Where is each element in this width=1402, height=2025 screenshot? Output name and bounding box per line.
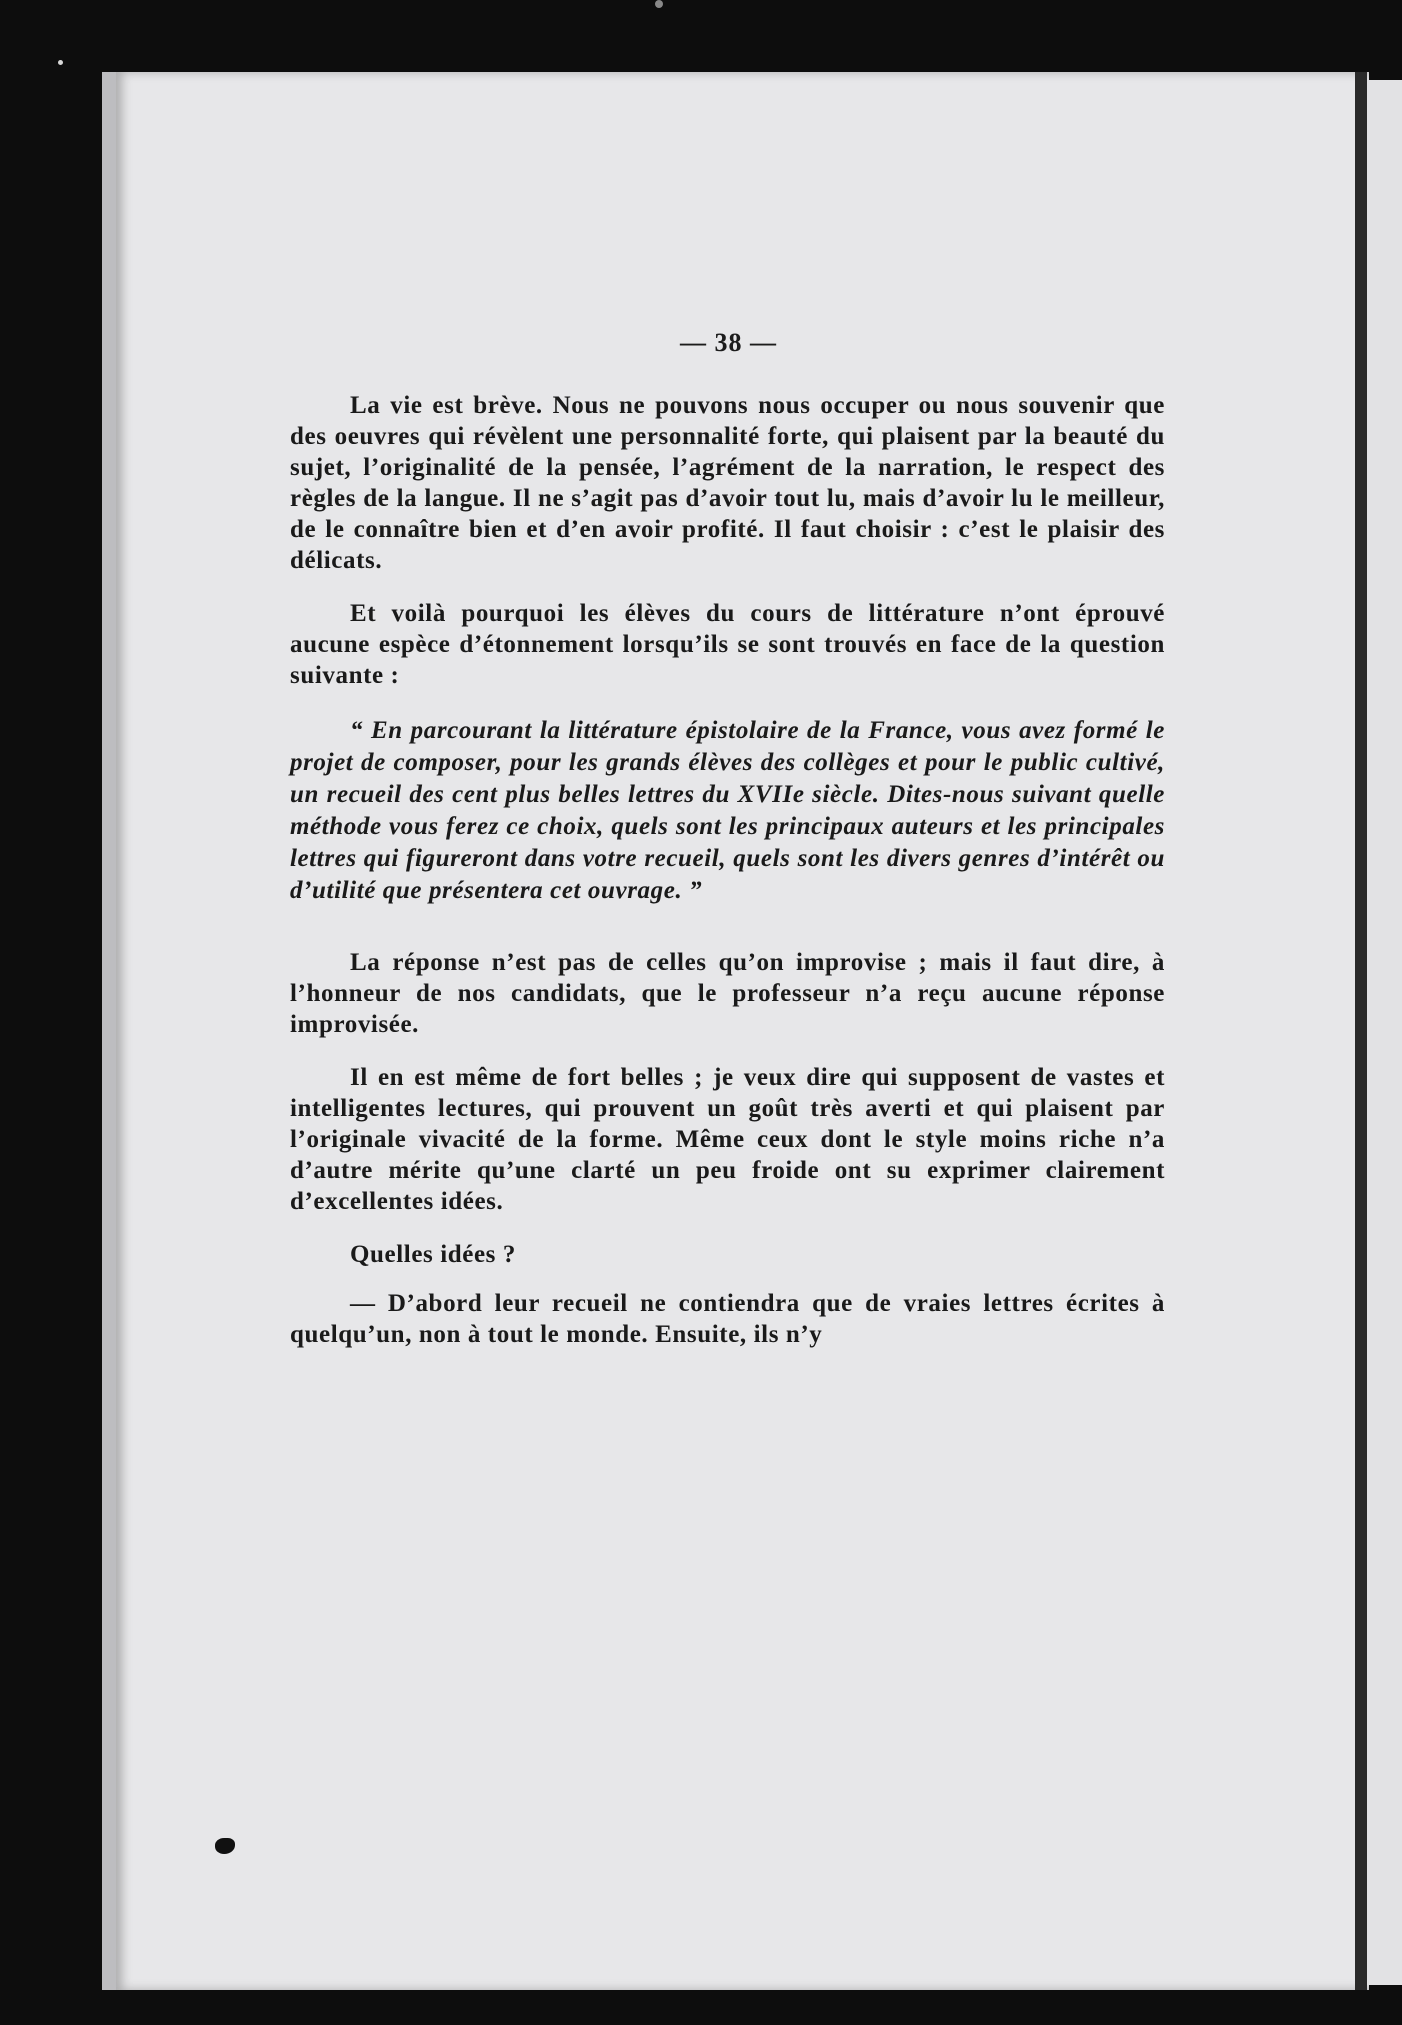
body-text <box>290 390 1165 1372</box>
facing-page-edge <box>1367 80 1402 1985</box>
paragraph: La réponse n’est pas de celles qu’on improvise ; mais il faut dire, à l’honneur de nos candidats, que le professeur n’a reçu aucune réponse improvisée. <box>290 949 1165 1038</box>
scan-speck <box>58 60 63 65</box>
paragraph: — D’abord leur recueil ne contiendra que de vraies lettres écrites à quelqu’un, non à tout le monde. Ensuite, ils n’y <box>290 1290 1165 1348</box>
paragraph: La vie est brève. Nous ne pouvons nous occuper ou nous souvenir que des oeuvres qui révèlent une personnalité forte, qui plaisent par la beauté du sujet, l’originalité de la pensée, l’agrément de la narration, le respect des règles de la langue. Il ne s’agit pas d’avoir tout lu, mais d’avoir lu le meilleur, de le connaître bien et d’en avoir profité. Il faut choisir : c’est le plaisir des délicats. <box>290 392 1165 574</box>
quoted-question: “ En parcourant la littérature épistolaire de la France, vous avez formé le projet de composer, pour les grands élèves des collèges et pour le public cultivé, un recueil des cent plus belles lettres du XVIIe siècle. Dites-nous suivant quelle méthode vous ferez ce choix, quels sont les principaux auteurs et les principales lettres qui figureront dans votre recueil, quels sont les divers genres d’intérêt ou d’utilité que présentera cet ouvrage. ” <box>290 717 1165 904</box>
paragraph: Il en est même de fort belles ; je veux dire qui supposent de vastes et intelligentes lectures, qui prouvent un goût très averti et qui plaisent par l’originale vivacité de la forme. Même ceux dont le style moins riche n’a d’autre mérite qu’une clarté un peu froide ont su exprimer clairement d’excellentes idées. <box>290 1064 1165 1215</box>
paragraph: Quelles idées ? <box>350 1241 516 1268</box>
page-number: — 38 — <box>680 328 777 357</box>
book-gutter <box>1355 72 1367 1990</box>
paragraph: Et voilà pourquoi les élèves du cours de littérature n’ont éprouvé aucune espèce d’étonnement lorsqu’ils se sont trouvés en face de la question suivante : <box>290 600 1165 689</box>
